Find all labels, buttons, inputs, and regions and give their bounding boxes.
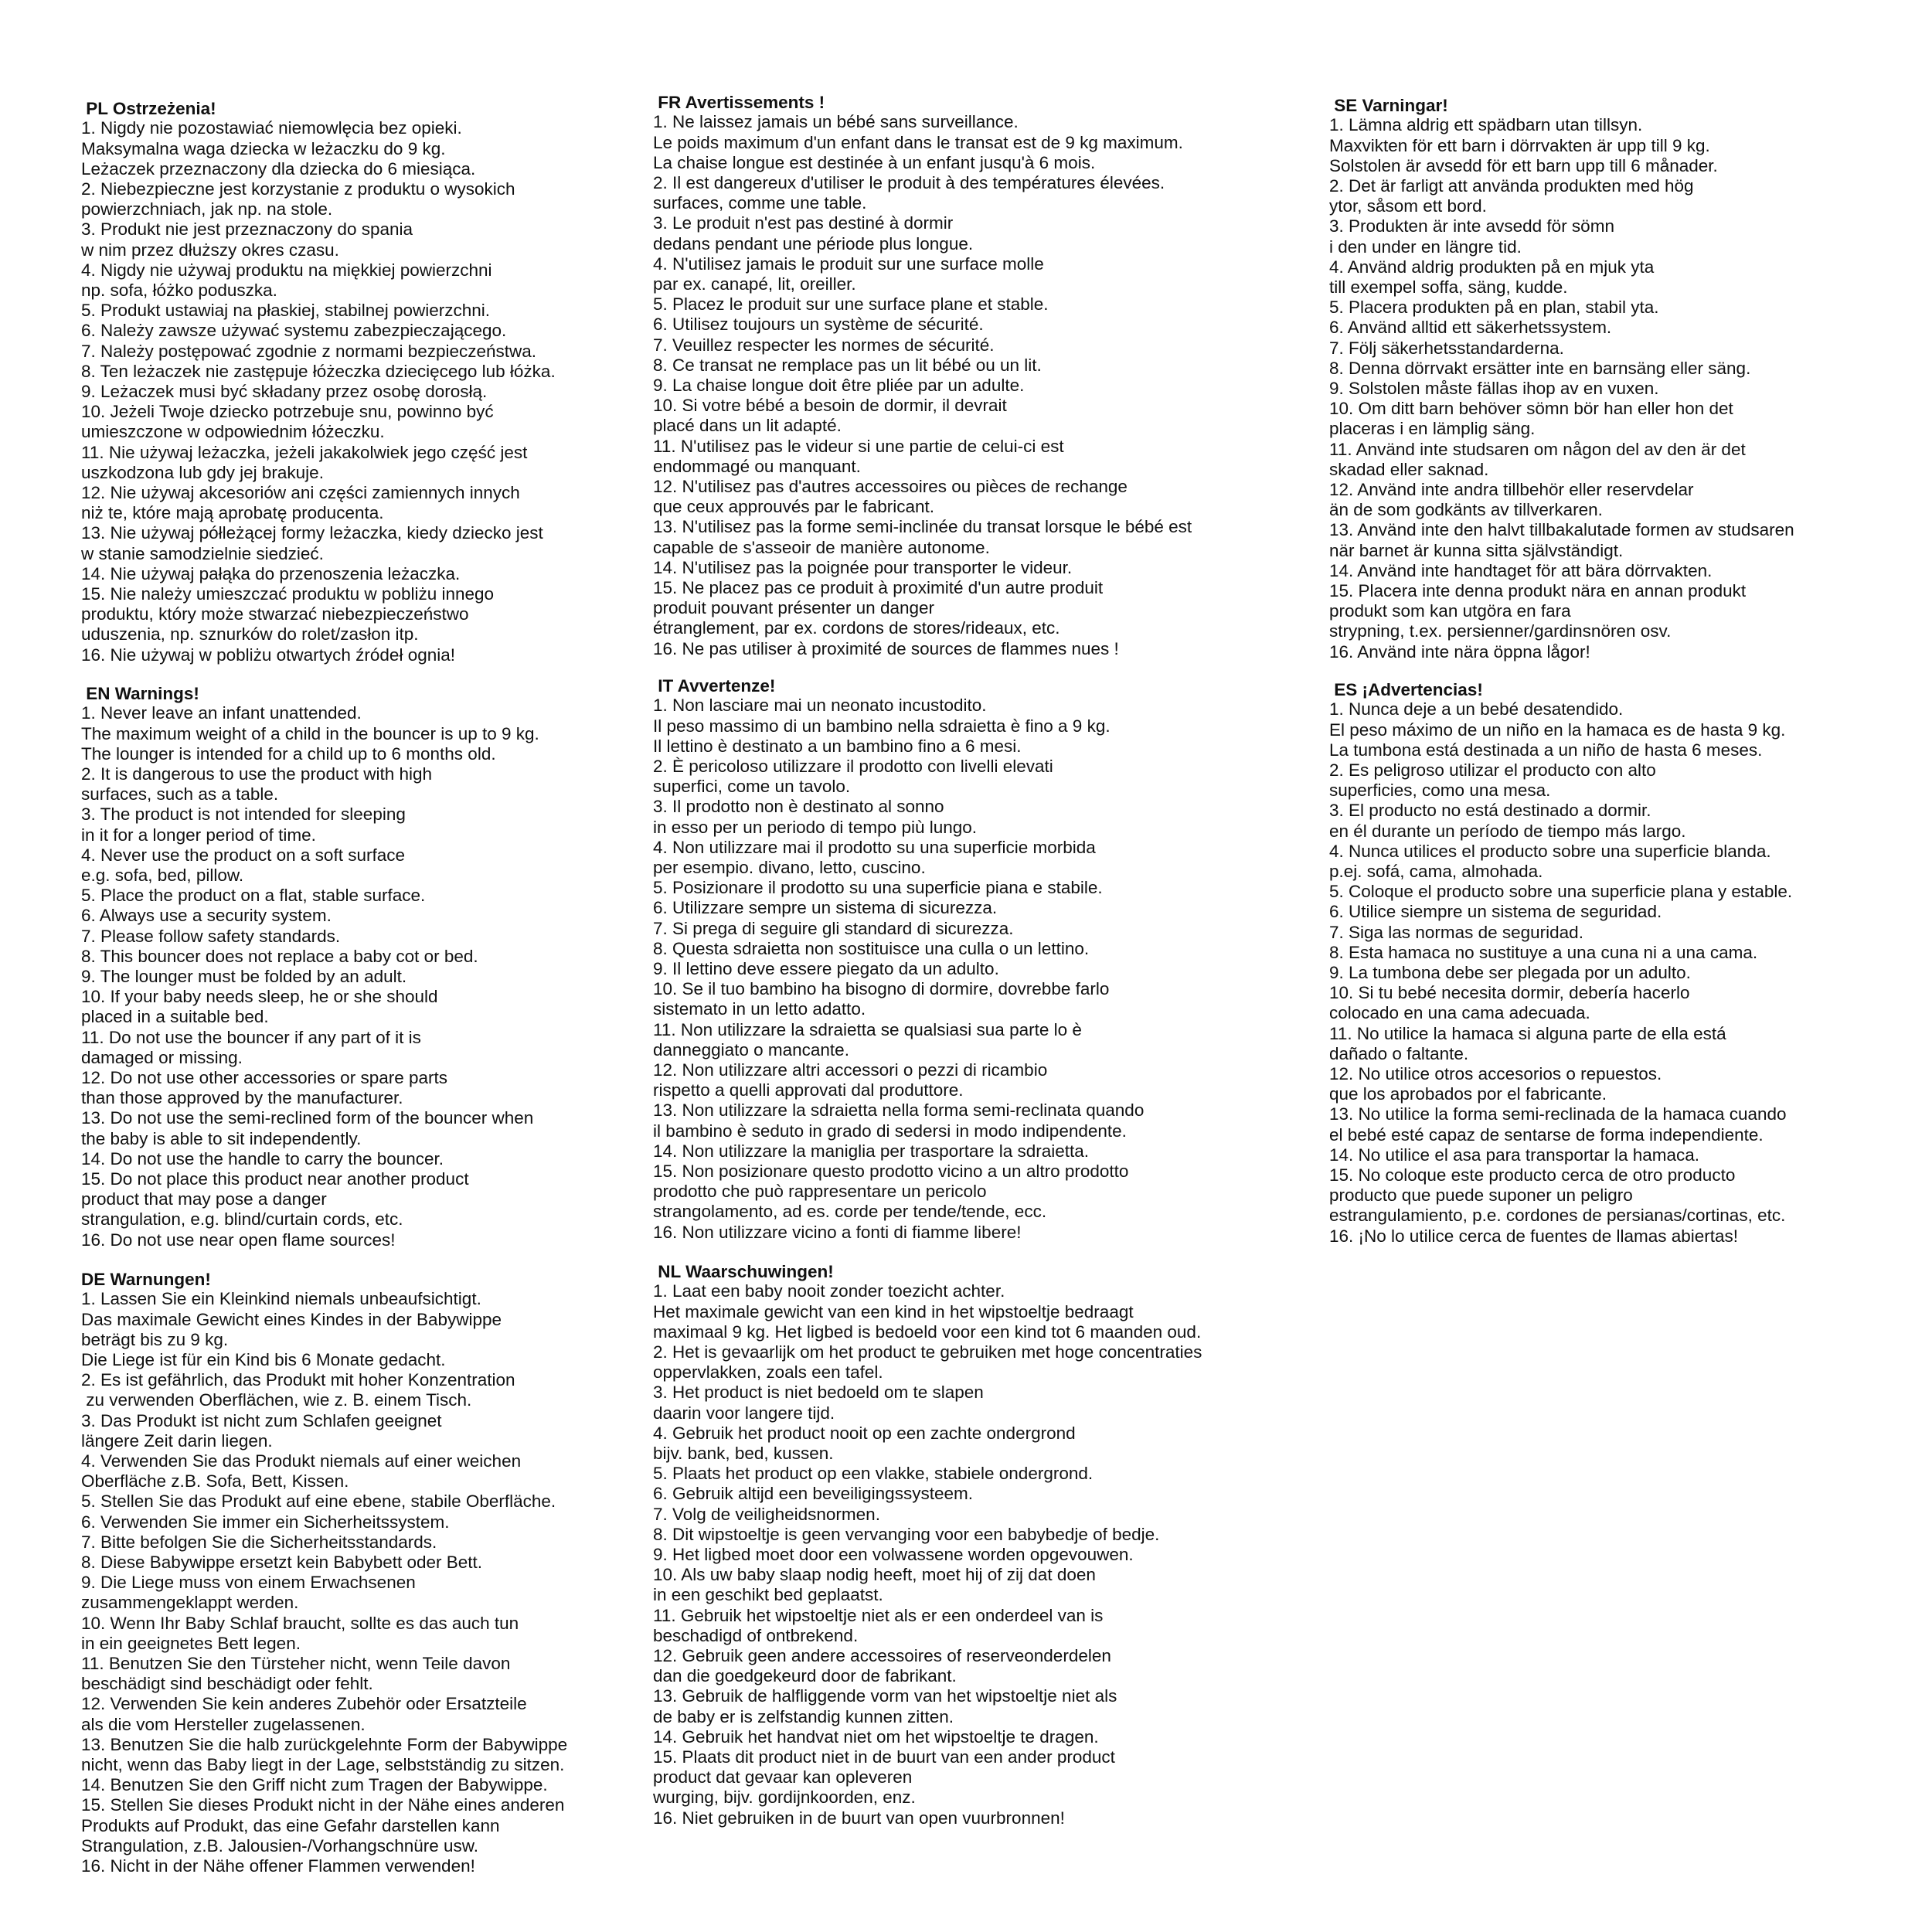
warning-line: superfici, come un tavolo. xyxy=(653,777,851,797)
warning-line: 1. Never leave an infant unattended. xyxy=(81,703,362,723)
warning-line: Solstolen är avsedd för ett barn upp till 6 månader. xyxy=(1329,155,1718,175)
warning-line: 1. Lassen Sie ein Kleinkind niemals unbeaufsichtigt. xyxy=(81,1289,481,1309)
warning-line: 12. Gebruik geen andere accessoires of reserveonderdelen xyxy=(653,1645,1111,1665)
warning-line: 2. It is dangerous to use the product with high xyxy=(81,764,433,784)
warning-line: niż te, które mają aprobatę producenta. xyxy=(81,503,384,523)
warning-line: surfaces, comme une table. xyxy=(653,193,867,213)
warning-line: 16. Do not use near open flame sources! xyxy=(81,1230,396,1250)
warning-line: sistemato in un letto adatto. xyxy=(653,999,866,1019)
warning-line: 16. Använd inte nära öppna lågor! xyxy=(1329,641,1590,662)
warning-line: in ein geeignetes Bett legen. xyxy=(81,1633,301,1653)
warning-line: estrangulamiento, p.e. cordones de persianas/cortinas, etc. xyxy=(1329,1206,1786,1226)
warning-line: 12. No utilice otros accesorios o repuestos. xyxy=(1329,1063,1662,1083)
warning-line: uszkodzona lub gdy jej brakuje. xyxy=(81,462,324,482)
warning-line: 2. Es ist gefährlich, das Produkt mit hoher Konzentration xyxy=(81,1370,515,1390)
warning-line: 11. Nie używaj leżaczka, jeżeli jakakolwiek jego część jest xyxy=(81,442,528,462)
warning-line: produkt som kan utgöra en fara xyxy=(1329,601,1571,621)
warning-line: w stanie samodzielnie siedzieć. xyxy=(81,543,324,563)
warning-line: El peso máximo de un niño en la hamaca es de hasta 9 kg. xyxy=(1329,719,1786,740)
warning-line: 2. Niebezpieczne jest korzystanie z produktu o wysokich xyxy=(81,179,515,199)
warning-line: 13. Använd inte den halvt tillbakalutade formen av studsaren xyxy=(1329,520,1794,540)
warning-line: 10. Wenn Ihr Baby Schlaf braucht, sollte es das auch tun xyxy=(81,1613,519,1633)
warning-line: 8. Dit wipstoeltje is geen vervanging voor een babybedje of bedje. xyxy=(653,1524,1160,1544)
section-heading: PL Ostrzeżenia! xyxy=(81,99,216,118)
warning-line: 16. Non utilizzare vicino a fonti di fiamme libere! xyxy=(653,1222,1022,1242)
warning-line: 7. Siga las normas de seguridad. xyxy=(1329,922,1583,942)
warning-line: La tumbona está destinada a un niño de hasta 6 meses. xyxy=(1329,740,1763,760)
warning-line: the baby is able to sit independently. xyxy=(81,1128,362,1148)
warning-line: 1. Lämna aldrig ett spädbarn utan tillsyn. xyxy=(1329,115,1643,135)
warning-line: 10. Als uw baby slaap nodig heeft, moet hij of zij dat doen xyxy=(653,1565,1096,1585)
warning-line: product that may pose a danger xyxy=(81,1189,327,1209)
warning-line: dañado o faltante. xyxy=(1329,1043,1469,1063)
warning-line: 2. Het is gevaarlijk om het product te gebruiken met hoge concentraties xyxy=(653,1342,1202,1362)
warning-line: 6. Gebruik altijd een beveiligingssysteem. xyxy=(653,1484,973,1504)
warning-line: 7. Należy postępować zgodnie z normami bezpieczeństwa. xyxy=(81,341,537,361)
warning-line: uduszenia, np. sznurków do rolet/zasłon itp. xyxy=(81,624,419,645)
warning-line: 16. Ne pas utiliser à proximité de sources de flammes nues ! xyxy=(653,638,1119,658)
warning-line: 1. Non lasciare mai un neonato incustodito. xyxy=(653,696,987,716)
warning-line: 3. The product is not intended for sleeping xyxy=(81,804,406,825)
warning-line: wurging, bijv. gordijnkoorden, enz. xyxy=(653,1787,916,1808)
warning-line: oppervlakken, zoals een tafel. xyxy=(653,1362,883,1383)
warning-line: 7. Bitte befolgen Sie die Sicherheitsstandards. xyxy=(81,1532,437,1552)
warning-line: daarin voor langere tijd. xyxy=(653,1403,835,1423)
warning-line: 6. Verwenden Sie immer ein Sicherheitssystem. xyxy=(81,1512,450,1532)
warning-line: 8. Questa sdraietta non sostituisce una culla o un lettino. xyxy=(653,938,1090,958)
section-fr xyxy=(653,93,1302,659)
warning-line: 9. La chaise longue doit être pliée par un adulte. xyxy=(653,375,1025,395)
warning-line: Leżaczek przeznaczony dla dziecka do 6 miesiąca. xyxy=(81,158,476,179)
warning-line: 14. No utilice el asa para transportar la hamaca. xyxy=(1329,1145,1700,1165)
warning-line: 15. Plaats dit product niet in de buurt van een ander product xyxy=(653,1747,1115,1767)
warning-line: 2. È pericoloso utilizzare il prodotto con livelli elevati xyxy=(653,756,1053,776)
warning-line: 14. Nie używaj pałąka do przenoszenia leżaczka. xyxy=(81,563,461,583)
warning-line: w nim przez dłuższy okres czasu. xyxy=(81,240,339,260)
warning-line: 5. Place the product on a flat, stable surface. xyxy=(81,886,426,906)
section-heading: ES ¡Advertencias! xyxy=(1329,680,1483,699)
section-se xyxy=(1329,96,1870,662)
warning-line: dedans pendant une période plus longue. xyxy=(653,233,974,253)
warning-line: 2. Il est dangereux d'utiliser le produit à des températures élevées. xyxy=(653,172,1165,192)
warning-line: placeras i en lämplig säng. xyxy=(1329,419,1536,439)
warning-line: 4. Nigdy nie używaj produktu na miękkiej powierzchni xyxy=(81,260,492,280)
warning-line: 7. Veuillez respecter les normes de sécurité. xyxy=(653,335,995,355)
warning-line: e.g. sofa, bed, pillow. xyxy=(81,865,244,885)
warning-line: 12. N'utilisez pas d'autres accessoires ou pièces de rechange xyxy=(653,476,1128,496)
warning-line: 5. Coloque el producto sobre una superficie plana y estable. xyxy=(1329,882,1793,902)
warning-line: 5. Stellen Sie das Produkt auf eine ebene, stabile Oberfläche. xyxy=(81,1492,556,1512)
warning-line: danneggiato o mancante. xyxy=(653,1039,849,1060)
warning-line: beträgt bis zu 9 kg. xyxy=(81,1329,229,1349)
warning-line: 16. Nicht in der Nähe offener Flammen verwenden! xyxy=(81,1855,475,1876)
warning-line: en él durante un período de tiempo más largo. xyxy=(1329,821,1686,841)
section-it xyxy=(653,676,1302,1243)
warning-line: 10. Si tu bebé necesita dormir, debería hacerlo xyxy=(1329,983,1690,1003)
warning-line: dan die goedgekeurd door de fabrikant. xyxy=(653,1666,957,1686)
warning-line: producto que puede suponer un peligro xyxy=(1329,1185,1633,1206)
warning-line: 12. Do not use other accessories or spare parts xyxy=(81,1067,447,1087)
warning-line: powierzchniach, jak np. na stole. xyxy=(81,199,333,219)
warning-line: 13. Gebruik de halfliggende vorm van het wipstoeltje niet als xyxy=(653,1686,1117,1706)
warning-line: 4. Verwenden Sie das Produkt niemals auf einer weichen xyxy=(81,1451,522,1471)
warning-line: 13. No utilice la forma semi-reclinada de la hamaca cuando xyxy=(1329,1104,1787,1124)
warning-line: 7. Si prega di seguire gli standard di sicurezza. xyxy=(653,918,1014,938)
warning-line: 5. Placez le produit sur une surface plane et stable. xyxy=(653,294,1049,315)
warning-line: i den under en längre tid. xyxy=(1329,236,1522,257)
warning-line: endommagé ou manquant. xyxy=(653,456,861,476)
warning-line: 10. Si votre bébé a besoin de dormir, il devrait xyxy=(653,396,1007,416)
warning-line: de baby er is zelfstandig kunnen zitten. xyxy=(653,1706,954,1726)
warning-line: 12. Nie używaj akcesoriów ani części zamiennych innych xyxy=(81,482,520,502)
warning-line: par ex. canapé, lit, oreiller. xyxy=(653,274,856,294)
warning-line: 15. Do not place this product near another product xyxy=(81,1168,469,1189)
warning-line: Het maximale gewicht van een kind in het wipstoeltje bedraagt xyxy=(653,1301,1134,1321)
warning-line: nicht, wenn das Baby liegt in der Lage, selbstständig zu sitzen. xyxy=(81,1754,565,1774)
warning-line: 15. Non posizionare questo prodotto vicino a un altro prodotto xyxy=(653,1161,1129,1181)
warning-line: 1. Laat een baby nooit zonder toezicht achter. xyxy=(653,1281,1005,1301)
warning-line: 4. Nunca utilices el producto sobre una superficie blanda. xyxy=(1329,841,1771,861)
warning-line: 1. Nigdy nie pozostawiać niemowlęcia bez opieki. xyxy=(81,118,462,138)
warning-line: strypning, t.ex. persienner/gardinsnören osv. xyxy=(1329,621,1672,641)
warning-line: 13. Do not use the semi-reclined form of the bouncer when xyxy=(81,1108,534,1128)
warning-line: 9. Het ligbed moet door een volwassene worden opgevouwen. xyxy=(653,1544,1134,1564)
warning-line: el bebé esté capaz de sentarse de forma independiente. xyxy=(1329,1124,1764,1145)
warning-line: 5. Placera produkten på en plan, stabil yta. xyxy=(1329,298,1659,318)
warning-line: capable de s'asseoir de manière autonome. xyxy=(653,537,990,557)
warning-line: Le poids maximum d'un enfant dans le transat est de 9 kg maximum. xyxy=(653,132,1183,152)
warning-line: colocado en una cama adecuada. xyxy=(1329,1003,1590,1023)
warning-line: 6. Använd alltid ett säkerhetssystem. xyxy=(1329,318,1612,338)
warning-line: 15. Ne placez pas ce produit à proximité d'un autre produit xyxy=(653,577,1104,597)
warning-line: 14. Benutzen Sie den Griff nicht zum Tragen der Babywippe. xyxy=(81,1775,548,1795)
warning-line: product dat gevaar kan opleveren xyxy=(653,1767,913,1787)
warning-line: 8. Ten leżaczek nie zastępuje łóżeczka dziecięcego lub łóżka. xyxy=(81,361,556,381)
warning-line: in it for a longer period of time. xyxy=(81,825,316,845)
warning-line: 7. Följ säkerhetsstandarderna. xyxy=(1329,338,1564,358)
warning-line: il bambino è seduto in grado di sedersi in modo indipendente. xyxy=(653,1121,1127,1141)
warning-line: 10. If your baby needs sleep, he or she should xyxy=(81,987,438,1007)
warning-line: 8. Esta hamaca no sustituye a una cuna ni a una cama. xyxy=(1329,942,1758,962)
warning-line: 16. Niet gebruiken in de buurt van open vuurbronnen! xyxy=(653,1808,1065,1828)
section-nl xyxy=(653,1262,1302,1828)
warning-line: 13. Benutzen Sie die halb zurückgelehnte Form der Babywippe xyxy=(81,1734,568,1754)
warning-line: 3. Das Produkt ist nicht zum Schlafen geeignet xyxy=(81,1410,442,1430)
warning-line: strangulation, e.g. blind/curtain cords, etc. xyxy=(81,1209,403,1230)
warning-line: 6. Należy zawsze używać systemu zabezpieczającego. xyxy=(81,321,507,341)
warning-line: 13. Non utilizzare la sdraietta nella forma semi-reclinata quando xyxy=(653,1100,1145,1121)
warning-line: 9. The lounger must be folded by an adult. xyxy=(81,966,407,986)
section-heading: EN Warnings! xyxy=(81,684,199,703)
section-heading: FR Avertissements ! xyxy=(653,93,825,112)
warning-line: 5. Posizionare il prodotto su una superficie piana e stabile. xyxy=(653,878,1103,898)
warning-line: 11. No utilice la hamaca si alguna parte de ella está xyxy=(1329,1023,1726,1043)
warning-line: 8. Diese Babywippe ersetzt kein Babybett oder Bett. xyxy=(81,1552,483,1572)
warning-line: maximaal 9 kg. Het ligbed is bedoeld voor een kind tot 6 maanden oud. xyxy=(653,1321,1202,1342)
warning-line: 1. Ne laissez jamais un bébé sans surveillance. xyxy=(653,112,1019,132)
warning-line: 14. Do not use the handle to carry the bouncer. xyxy=(81,1148,444,1168)
warning-line: 9. Solstolen måste fällas ihop av en vuxen. xyxy=(1329,378,1659,398)
warning-line: 11. Do not use the bouncer if any part of it is xyxy=(81,1027,421,1047)
warning-line: prodotto che può rappresentare un pericolo xyxy=(653,1182,987,1202)
section-heading: SE Varningar! xyxy=(1329,96,1448,115)
warning-line: 16. Nie używaj w pobliżu otwartych źródeł ognia! xyxy=(81,645,455,665)
warning-line: 12. Verwenden Sie kein anderes Zubehör oder Ersatzteile xyxy=(81,1694,527,1714)
section-de xyxy=(81,1270,638,1876)
warning-line: zu verwenden Oberflächen, wie z. B. einem Tisch. xyxy=(81,1390,472,1410)
warning-line: 9. Il lettino deve essere piegato da un adulto. xyxy=(653,958,999,978)
section-es xyxy=(1329,680,1870,1247)
warning-line: 6. Always use a security system. xyxy=(81,906,332,926)
warning-line: 14. Använd inte handtaget för att bära dörrvakten. xyxy=(1329,560,1713,580)
warning-line: 11. N'utilisez pas le videur si une partie de celui-ci est xyxy=(653,436,1064,456)
warning-line: 12. Använd inte andra tillbehör eller reservdelar xyxy=(1329,479,1694,499)
warning-line: när barnet är kunna sitta självständigt. xyxy=(1329,540,1624,560)
warning-line: 6. Utilizzare sempre un sistema di sicurezza. xyxy=(653,898,998,918)
warning-line: 6. Utilisez toujours un système de sécurité. xyxy=(653,315,984,335)
warning-line: étranglement, par ex. cordons de stores/rideaux, etc. xyxy=(653,618,1060,638)
warning-line: The lounger is intended for a child up to 6 months old. xyxy=(81,743,496,764)
warning-line: 14. Non utilizzare la maniglia per trasportare la sdraietta. xyxy=(653,1141,1090,1161)
warning-line: rispetto a quelli approvati dal produttore. xyxy=(653,1080,964,1100)
warning-line: 3. El producto no está destinado a dormir. xyxy=(1329,801,1651,821)
warning-line: strangolamento, ad es. corde per tende/tende, ecc. xyxy=(653,1202,1047,1222)
warning-line: Produkts auf Produkt, das eine Gefahr darstellen kann xyxy=(81,1815,500,1835)
warning-line: Il peso massimo di un bambino nella sdraietta è fino a 9 kg. xyxy=(653,716,1111,736)
warning-line: 4. Non utilizzare mai il prodotto su una superficie morbida xyxy=(653,837,1096,857)
warning-line: per esempio. divano, letto, cuscino. xyxy=(653,857,926,877)
warning-line: 11. Använd inte studsaren om någon del av den är det xyxy=(1329,439,1746,459)
warning-line: than those approved by the manufacturer. xyxy=(81,1088,403,1108)
warning-line: in een geschikt bed geplaatst. xyxy=(653,1585,883,1605)
warning-line: produktu, który może stwarzać niebezpieczeństwo xyxy=(81,604,469,624)
warning-line: 7. Volg de veiligheidsnormen. xyxy=(653,1504,880,1524)
warning-line: 3. Produkt nie jest przeznaczony do spania xyxy=(81,219,413,240)
warning-line: 5. Produkt ustawiaj na płaskiej, stabilnej powierzchni. xyxy=(81,301,491,321)
warning-line: bijv. bank, bed, kussen. xyxy=(653,1443,834,1463)
warning-line: 8. Denna dörrvakt ersätter inte en barnsäng eller säng. xyxy=(1329,358,1751,378)
warning-line: 10. Om ditt barn behöver sömn bör han eller hon det xyxy=(1329,399,1733,419)
warning-line: in esso per un periodo di tempo più lungo. xyxy=(653,817,978,837)
warning-line: Das maximale Gewicht eines Kindes in der Babywippe xyxy=(81,1309,502,1329)
warning-line: längere Zeit darin liegen. xyxy=(81,1430,273,1451)
warning-line: surfaces, such as a table. xyxy=(81,784,279,804)
warning-line: beschädigt sind beschädigt oder fehlt. xyxy=(81,1674,373,1694)
warning-line: 11. Benutzen Sie den Türsteher nicht, wenn Teile davon xyxy=(81,1653,511,1673)
warning-line: The maximum weight of a child in the bouncer is up to 9 kg. xyxy=(81,723,539,743)
warning-line: 4. Never use the product on a soft surface xyxy=(81,845,405,865)
warning-line: 4. Använd aldrig produkten på en mjuk yta xyxy=(1329,257,1655,277)
warning-line: 12. Non utilizzare altri accessori o pezzi di ricambio xyxy=(653,1060,1048,1080)
warning-line: 7. Please follow safety standards. xyxy=(81,926,341,946)
warning-line: np. sofa, łóżko poduszka. xyxy=(81,280,277,300)
warning-line: Maxvikten för ett barn i dörrvakten är upp till 9 kg. xyxy=(1329,135,1710,155)
warning-line: 2. Es peligroso utilizar el producto con alto xyxy=(1329,760,1656,780)
warning-line: 13. N'utilisez pas la forme semi-inclinée du transat lorsque le bébé est xyxy=(653,517,1192,537)
section-en xyxy=(81,684,638,1250)
warning-line: 2. Det är farligt att använda produkten med hög xyxy=(1329,175,1694,196)
warning-line: 15. Nie należy umieszczać produktu w pobliżu innego xyxy=(81,583,495,604)
warning-line: Maksymalna waga dziecka w leżaczku do 9 kg. xyxy=(81,138,446,158)
warning-line: placé dans un lit adapté. xyxy=(653,416,842,436)
warning-line: 14. Gebruik het handvat niet om het wipstoeltje te dragen. xyxy=(653,1726,1099,1747)
warning-line: 11. Gebruik het wipstoeltje niet als er een onderdeel van is xyxy=(653,1605,1104,1625)
warning-line: produit pouvant présenter un danger xyxy=(653,598,935,618)
warning-line: 9. Die Liege muss von einem Erwachsenen xyxy=(81,1573,416,1593)
warning-line: zusammengeklappt werden. xyxy=(81,1593,299,1613)
warning-line: 15. Placera inte denna produkt nära en annan produkt xyxy=(1329,580,1747,600)
warning-line: 3. Il prodotto non è destinato al sonno xyxy=(653,797,944,817)
warning-line: 3. Het product is niet bedoeld om te slapen xyxy=(653,1383,984,1403)
warning-line: 5. Plaats het product op een vlakke, stabiele ondergrond. xyxy=(653,1464,1094,1484)
warning-line: als die vom Hersteller zugelassenen. xyxy=(81,1714,366,1734)
warning-line: 8. This bouncer does not replace a baby cot or bed. xyxy=(81,946,478,966)
warning-line: 8. Ce transat ne remplace pas un lit bébé ou un lit. xyxy=(653,355,1042,375)
warning-line: än de som godkänts av tillverkaren. xyxy=(1329,500,1603,520)
warning-line: 3. Le produit n'est pas destiné à dormir xyxy=(653,213,954,233)
warning-line: 14. N'utilisez pas la poignée pour transporter le videur. xyxy=(653,557,1073,577)
warning-line: que ceux approuvés par le fabricant. xyxy=(653,497,934,517)
warning-line: 10. Se il tuo bambino ha bisogno di dormire, dovrebbe farlo xyxy=(653,979,1110,999)
warning-line: 15. Stellen Sie dieses Produkt nicht in der Nähe eines anderen xyxy=(81,1795,565,1815)
warning-line: 6. Utilice siempre un sistema de seguridad. xyxy=(1329,902,1662,922)
warning-line: superficies, como una mesa. xyxy=(1329,781,1551,801)
section-pl xyxy=(81,99,638,665)
warning-line: 4. Gebruik het product nooit op een zachte ondergrond xyxy=(653,1423,1076,1443)
warning-line: 3. Produkten är inte avsedd för sömn xyxy=(1329,216,1614,236)
warning-line: 4. N'utilisez jamais le produit sur une surface molle xyxy=(653,253,1044,274)
warning-line: placed in a suitable bed. xyxy=(81,1007,269,1027)
warning-line: 16. ¡No lo utilice cerca de fuentes de llamas abiertas! xyxy=(1329,1226,1739,1246)
warning-line: damaged or missing. xyxy=(81,1047,243,1067)
warning-line: 1. Nunca deje a un bebé desatendido. xyxy=(1329,699,1624,719)
warning-line: ytor, såsom ett bord. xyxy=(1329,196,1487,216)
warning-line: p.ej. sofá, cama, almohada. xyxy=(1329,861,1543,881)
warning-line: beschadigd of ontbrekend. xyxy=(653,1625,859,1645)
warning-line: Strangulation, z.B. Jalousien-/Vorhangschnüre usw. xyxy=(81,1835,479,1855)
warning-line: Die Liege ist für ein Kind bis 6 Monate gedacht. xyxy=(81,1349,446,1369)
warning-line: umieszczone w odpowiednim łóżeczku. xyxy=(81,422,385,442)
warning-line: 10. Jeżeli Twoje dziecko potrzebuje snu, powinno być xyxy=(81,402,494,422)
warning-line: 15. No coloque este producto cerca de otro producto xyxy=(1329,1165,1736,1185)
warning-line: till exempel soffa, säng, kudde. xyxy=(1329,277,1568,297)
warning-line: La chaise longue est destinée à un enfant jusqu'à 6 mois. xyxy=(653,152,1096,172)
warning-line: 9. Leżaczek musi być składany przez osobę dorosłą. xyxy=(81,381,488,401)
warning-line: Il lettino è destinato a un bambino fino a 6 mesi. xyxy=(653,736,1022,756)
warning-line: que los aprobados por el fabricante. xyxy=(1329,1084,1607,1104)
warning-line: 9. La tumbona debe ser plegada por un adulto. xyxy=(1329,962,1691,982)
warning-line: 13. Nie używaj półleżącej formy leżaczka, kiedy dziecko jest xyxy=(81,523,543,543)
section-heading: IT Avvertenze! xyxy=(653,676,776,696)
section-heading: DE Warnungen! xyxy=(81,1270,211,1289)
warning-line: 11. Non utilizzare la sdraietta se qualsiasi sua parte lo è xyxy=(653,1019,1082,1039)
warning-line: Oberfläche z.B. Sofa, Bett, Kissen. xyxy=(81,1471,349,1492)
section-heading: NL Waarschuwingen! xyxy=(653,1262,834,1281)
warning-line: skadad eller saknad. xyxy=(1329,459,1489,479)
